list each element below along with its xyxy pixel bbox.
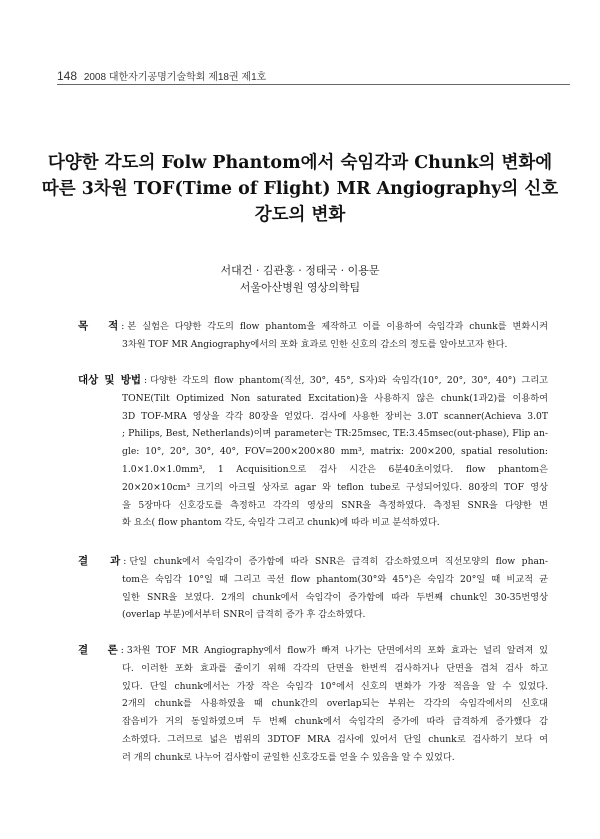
methods-line-5: gle: 10°, 20°, 30°, 40°, FOV=200×200×80 mm³, matrix: 200×200, spatial resolution:: [122, 446, 548, 458]
header-rule: [57, 84, 570, 85]
purpose-line-2: 3차원 TOF MR Angiography에서의 포화 효과로 인한 신호의 감소의 정도를 알아보고자 한다.: [122, 338, 508, 350]
methods-line-4: ; Philips, Best, Netherlands)이며 parameter는 TR:25msec, TE:3.45msec(out-phase), Flip an-: [122, 428, 548, 440]
conclusion-line-1: 3차원 TOF MR Angiography에서 flow가 빠져 나가는 단면에서의 포화 효과는 널리 알려져 있: [126, 645, 548, 656]
page-number: 148: [57, 69, 78, 83]
methods-line-9: 화 요소( flow phantom 각도, 숙임각 그리고 chunk)에 따라 비교 분석하였다.: [122, 517, 440, 529]
section-results: 결 과 : 단일 chunk에서 숙임각이 증가함에 따라 SNR은 급격히 감소하였으며 직선모양의 flow phan- tom은 숙임각 10°일 때 그리고 곡선 flow phantom(30°와 45°)은 숙임각 20°일 때 비교적 균 일한 SNR을 보였다. 2개의 chunk에서 숙임각이 증가함에 따라 두번째 chunk인 30-35번영상 (overlap 부분)에서부터 SNR이 급격히 증가 후 감소하였다.: [78, 553, 548, 624]
section-label-results: 결 과: [78, 555, 121, 567]
results-line-4: (overlap 부분)에서부터 SNR이 급격히 증가 후 감소하였다.: [122, 609, 366, 621]
author-block: [0, 262, 600, 296]
section-methods: 대상 및 방법 : 다양한 각도의 flow phantom(직선, 30°, 45°, S자)와 숙임각(10°, 20°, 30°, 40°) 그리고 TONE(Tilt Optimized Non saturated Excitation)을 사용하지 않은 chunk(1과2)를 이용하여 3D TOF-MRA 영상을 각각 80장을 얻었다. 검사에 사용한 장비는 3.0T scanner(Achieva 3.0T ; Philips, Best, Netherlands)이며 parameter는 TR:25msec, TE:3.45msec(out-phase), Flip an- gle: 10°, 20°, 30°, 40°, FOV=200×200×80 mm³, matrix: 200×200, spatial resolution: 1.0×1.0×1.0mm³, 1 Acquisition으로 검사 시간은 6분40초이었다. flow phantom은 20×20×10cm³ 크기의 아크릴 상자로 agar 와 teflon tube로 구성되어있다. 80장의 TOF 영상 을 5장마다 신호강도를 측정하고 각각의 영상의 SNR을 측정하였다. 측정된 SNR을 다양한 변 화 요소( flow phantom 각도, 숙임각 그리고 chunk)에 따라 비교 분석하였다.: [78, 372, 548, 532]
conclusion-line-6: 소하였다. 그러므로 넓은 범위의 3DTOF MRA 검사에 있어서 단일 chunk로 검사하기 보다 여: [122, 733, 548, 745]
title-line-3: 강도의 변화: [254, 205, 346, 225]
methods-line-3: 3D TOF-MRA 영상을 각각 80장을 얻었다. 검사에 사용한 장비는 3.0T scanner(Achieva 3.0T: [122, 410, 548, 422]
author-names: 서대건 · 김관홍 · 정태국 · 이용문: [220, 264, 380, 277]
journal-name: 2008 대한자기공명기술학회 제18권 제1호: [83, 72, 267, 83]
section-purpose: 목 적 : 본 실험은 다양한 각도의 flow phantom을 제작하고 이를 이용하여 숙임각과 chunk를 변화시켜 3차원 TOF MR Angiography에서의 포화 효과로 인한 신호의 감소의 정도를 알아보고자 한다.: [78, 318, 548, 354]
section-label-purpose: 목 적: [78, 320, 119, 332]
section-label-conclusion: 결 론: [78, 644, 118, 656]
running-head: [57, 68, 266, 83]
conclusion-line-4: 2개의 chunk를 사용하였을 때 chunk간의 overlap되는 부위는 각각의 숙임각에서의 신호대: [122, 698, 548, 710]
section-label-methods: 대상 및 방법: [78, 374, 141, 386]
conclusion-line-3: 있다. 단일 chunk에서는 가장 작은 숙임각 10°에서 신호의 변화가 가장 적음을 알 수 있었다.: [122, 680, 548, 692]
section-conclusion: 결 론 : 3차원 TOF MR Angiography에서 flow가 빠져 나가는 단면에서의 포화 효과는 널리 알려져 있 다. 이러한 포화 효과를 줄이기 위해 각각의 단면을 한번씩 검사하거나 단면을 겹쳐 검사 하고 있다. 단일 chunk에서는 가장 작은 숙임각 10°에서 신호의 변화가 가장 적음을 알 수 있었다. 2개의 chunk를 사용하였을 때 chunk간의 overlap되는 부위는 각각의 숙임각에서의 신호대 잡음비가 거의 동일하였으며 두 번째 chunk에서 숙임각의 증가에 따라 급격하게 증가했다 감 소하였다. 그러므로 넓은 범위의 3DTOF MRA 검사에 있어서 단일 chunk로 검사하기 보다 여 러 개의 chunk로 나누어 검사함이 균일한 신호강도를 얻을 수 있음을 알 수 있었다.: [78, 642, 548, 767]
paper-title: [30, 150, 570, 228]
methods-line-1: 다양한 각도의 flow phantom(직선, 30°, 45°, S자)와 숙임각(10°, 20°, 30°, 40°) 그리고: [150, 375, 548, 386]
methods-line-2: TONE(Tilt Optimized Non saturated Excitation)을 사용하지 않은 chunk(1과2)를 이용하여: [122, 392, 548, 404]
conclusion-line-5: 잡음비가 거의 동일하였으며 두 번째 chunk에서 숙임각의 증가에 따라 급격하게 증가했다 감: [122, 716, 548, 728]
methods-line-8: 을 5장마다 신호강도를 측정하고 각각의 영상의 SNR을 측정하였다. 측정된 SNR을 다양한 변: [122, 499, 548, 511]
methods-line-6: 1.0×1.0×1.0mm³, 1 Acquisition으로 검사 시간은 6분40초이었다. flow phantom은: [122, 463, 548, 475]
results-line-1: 단일 chunk에서 숙임각이 증가함에 따라 SNR은 급격히 감소하였으며 직선모양의 flow phan-: [129, 556, 548, 567]
title-line-1: 다양한 각도의 Folw Phantom에서 숙임각과 Chunk의 변화에: [47, 153, 553, 173]
title-line-2: 따른 3차원 TOF(Time of Flight) MR Angiography의 신호: [41, 179, 559, 199]
conclusion-line-7: 러 개의 chunk로 나누어 검사함이 균일한 신호강도를 얻을 수 있음을 알 수 있었다.: [122, 751, 455, 763]
results-line-2: tom은 숙임각 10°일 때 그리고 곡선 flow phantom(30°와 45°)은 숙임각 20°일 때 비교적 균: [122, 573, 548, 585]
methods-line-7: 20×20×10cm³ 크기의 아크릴 상자로 agar 와 teflon tube로 구성되어있다. 80장의 TOF 영상: [122, 481, 548, 493]
results-line-3: 일한 SNR을 보였다. 2개의 chunk에서 숙임각이 증가함에 따라 두번째 chunk인 30-35번영상: [122, 591, 548, 603]
author-affiliation: 서울아산병원 영상의학팀: [239, 281, 361, 294]
purpose-line-1: 본 실험은 다양한 각도의 flow phantom을 제작하고 이를 이용하여 숙임각과 chunk를 변화시켜: [127, 321, 548, 332]
conclusion-line-2: 다. 이러한 포화 효과를 줄이기 위해 각각의 단면을 한번씩 검사하거나 단면을 겹쳐 검사 하고: [122, 662, 548, 674]
